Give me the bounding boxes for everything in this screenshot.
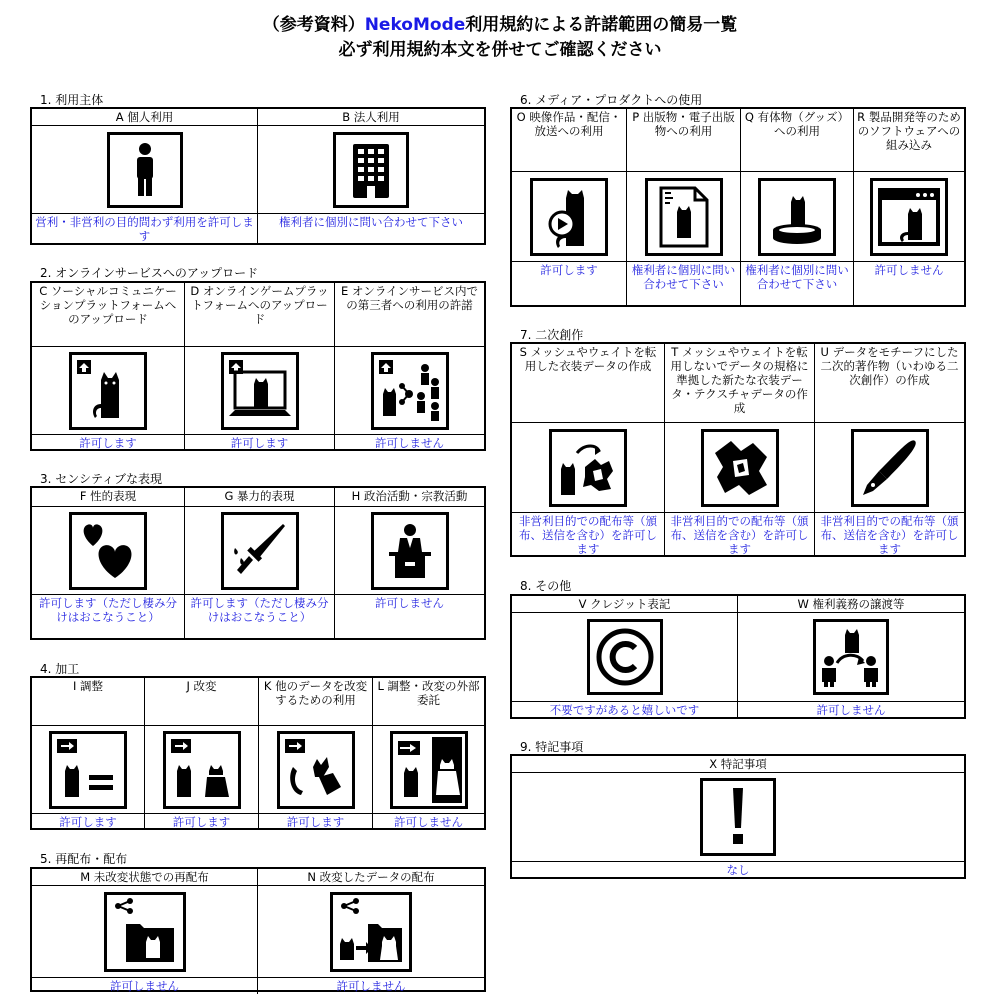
section-title-7: 7. 二次創作: [520, 328, 584, 342]
cell-header: O 映像作品・配信・放送への利用: [512, 109, 626, 172]
video-cat-icon: [530, 178, 608, 256]
cell-B: [258, 109, 484, 244]
cell-F: [32, 488, 185, 638]
cell-T: [665, 344, 815, 557]
cell-footer: 許可します: [540, 263, 598, 277]
cell-R: [854, 109, 964, 305]
cell-footer: 許可します: [59, 815, 117, 829]
cell-footer: 非営利目的での配布等（頒布、送信を含む）を許可します: [519, 514, 657, 556]
section-4-table: [30, 676, 486, 830]
clothes-icon: [701, 429, 779, 507]
cell-footer: 許可します（ただし棲み分けはおこなうこと）: [190, 596, 329, 624]
cat-to-clothes-icon: [549, 429, 627, 507]
cell-header: F 性的表現: [32, 488, 184, 507]
cell-header: R 製品開発等のためのソフトウェアへの組み込み: [854, 109, 964, 172]
section-5-table: [30, 867, 486, 992]
cell-footer: 非営利目的での配布等（頒布、送信を含む）を許可します: [820, 514, 959, 556]
cell-header: C ソーシャルコミュニケーションプラットフォームへのアップロード: [32, 283, 184, 347]
cell-W: [738, 596, 964, 718]
section-title-8: 8. その他: [520, 579, 572, 593]
building-icon: [333, 132, 409, 208]
outsourcing-icon: [390, 731, 468, 809]
cell-O: [512, 109, 627, 305]
cell-header: S メッシュやウェイトを転用した衣装データの作成: [512, 344, 664, 423]
cell-footer: 不要ですがあると嬉しいです: [549, 703, 700, 717]
cell-header: V クレジット表記: [512, 596, 737, 613]
cell-header: P 出版物・電子出版物への利用: [627, 109, 740, 172]
cell-header: D オンラインゲームプラットフォームへのアップロード: [185, 283, 334, 347]
section-title-9: 9. 特記事項: [520, 740, 584, 754]
cell-footer: なし: [726, 863, 750, 877]
section-title-6: 6. メディア・プロダクトへの使用: [520, 93, 703, 107]
upload-monitor-cat-icon: [221, 352, 299, 430]
cell-H: [335, 488, 484, 638]
brand-name: NekoMode: [364, 15, 466, 35]
cell-S: [512, 344, 665, 557]
cell-footer: 許可します（ただし棲み分けはおこなうこと）: [39, 596, 177, 624]
cell-G: [185, 488, 335, 638]
cell-header: X 特記事項: [512, 756, 964, 773]
cell-P: [627, 109, 741, 305]
page-subtitle: 必ず利用規約本文を併せてご確認ください: [338, 40, 662, 60]
section-3-table: [30, 486, 486, 640]
section-7-table: [510, 342, 966, 557]
cell-header: G 暴力的表現: [185, 488, 334, 507]
software-window-icon: [870, 178, 948, 256]
cell-footer: 許可しません: [336, 979, 406, 993]
upload-share-people-icon: [371, 352, 449, 430]
section-6-table: [510, 107, 966, 307]
share-folder-icon: [104, 892, 186, 972]
cell-L: [373, 678, 484, 830]
figure-cat-icon: [758, 178, 836, 256]
share-modified-folder-icon: [330, 892, 412, 972]
hearts-icon: [69, 512, 147, 590]
section-title-3: 3. センシティブな表現: [40, 472, 163, 486]
transfer-people-icon: [813, 619, 889, 695]
modify-two-cats-icon: [163, 731, 241, 809]
podium-speaker-icon: [371, 512, 449, 590]
cell-footer: 許可しません: [375, 596, 444, 610]
cell-header: I 調整: [32, 678, 144, 726]
cell-Q: [741, 109, 854, 305]
cell-footer: 権利者に個別に問い合わせて下さい: [745, 263, 849, 291]
cell-V: [512, 596, 738, 718]
title-prefix: （参考資料）: [262, 15, 365, 35]
cell-header: H 政治活動・宗教活動: [335, 488, 484, 507]
section-2-table: [30, 281, 486, 451]
cell-header: M 未改変状態での再配布: [32, 869, 257, 886]
section-title-4: 4. 加工: [40, 662, 80, 676]
knife-icon: [221, 512, 299, 590]
section-9-table: [510, 754, 966, 879]
copyright-icon: [587, 619, 663, 695]
cell-J: [145, 678, 259, 830]
adjust-equal-icon: [49, 731, 127, 809]
section-8-table: [510, 594, 966, 719]
cell-D: [185, 283, 335, 451]
cell-footer: 許可しません: [874, 263, 944, 277]
cell-footer: 許可しません: [375, 436, 444, 450]
cell-M: [32, 869, 258, 994]
cell-footer: 許可します: [286, 815, 345, 829]
cell-N: [258, 869, 484, 994]
cell-footer: 許可しません: [110, 979, 179, 993]
use-for-modify-icon: [277, 731, 355, 809]
cell-header: U データをモチーフにした二次的著作物（いわゆる二次創作）の作成: [815, 344, 964, 423]
cell-header: N 改変したデータの配布: [258, 869, 484, 886]
page-title: [0, 10, 1000, 35]
cell-header: B 法人利用: [258, 109, 484, 126]
cell-header: L 調整・改変の外部委託: [373, 678, 484, 726]
exclamation-icon: [700, 778, 776, 856]
cell-footer: 営利・非営利の目的問わず利用を許可します: [35, 215, 254, 243]
cell-footer: 非営利目的での配布等（頒布、送信を含む）を許可します: [670, 514, 809, 556]
cell-header: J 改変: [145, 678, 258, 726]
title-suffix: 利用規約による許諾範囲の簡易一覧: [465, 15, 738, 35]
cell-footer: 許可します: [79, 436, 137, 450]
cell-header: K 他のデータを改変するための利用: [259, 678, 372, 726]
cell-K: [259, 678, 373, 830]
cell-I: [32, 678, 145, 830]
section-title-1: 1. 利用主体: [40, 93, 104, 107]
cell-C: [32, 283, 185, 451]
pen-nib-icon: [851, 429, 929, 507]
section-title-2: 2. オンラインサービスへのアップロード: [40, 266, 259, 280]
document-cat-icon: [645, 178, 723, 256]
cell-E: [335, 283, 484, 451]
cell-header: W 権利義務の譲渡等: [738, 596, 964, 613]
cell-header: E オンラインサービス内での第三者への利用の許諾: [335, 283, 484, 347]
person-icon: [107, 132, 183, 208]
cell-X: [512, 756, 964, 878]
cell-footer: 許可しません: [394, 815, 463, 829]
section-title-5: 5. 再配布・配布: [40, 852, 128, 866]
cell-footer: 許可します: [230, 436, 289, 450]
cell-footer: 許可しません: [816, 703, 886, 717]
cell-U: [815, 344, 964, 557]
cell-footer: 権利者に個別に問い合わせて下さい: [631, 263, 736, 291]
cell-footer: 許可します: [172, 815, 231, 829]
upload-cat-icon: [69, 352, 147, 430]
cell-A: [32, 109, 258, 244]
cell-footer: 権利者に個別に問い合わせて下さい: [279, 215, 463, 229]
cell-header: T メッシュやウェイトを転用しないでデータの規格に準拠した新たな衣装データ・テクスチャデータの作成: [665, 344, 814, 423]
cell-header: Q 有体物（グッズ）への利用: [741, 109, 853, 172]
cell-header: A 個人利用: [32, 109, 257, 126]
section-1-table: [30, 107, 486, 245]
